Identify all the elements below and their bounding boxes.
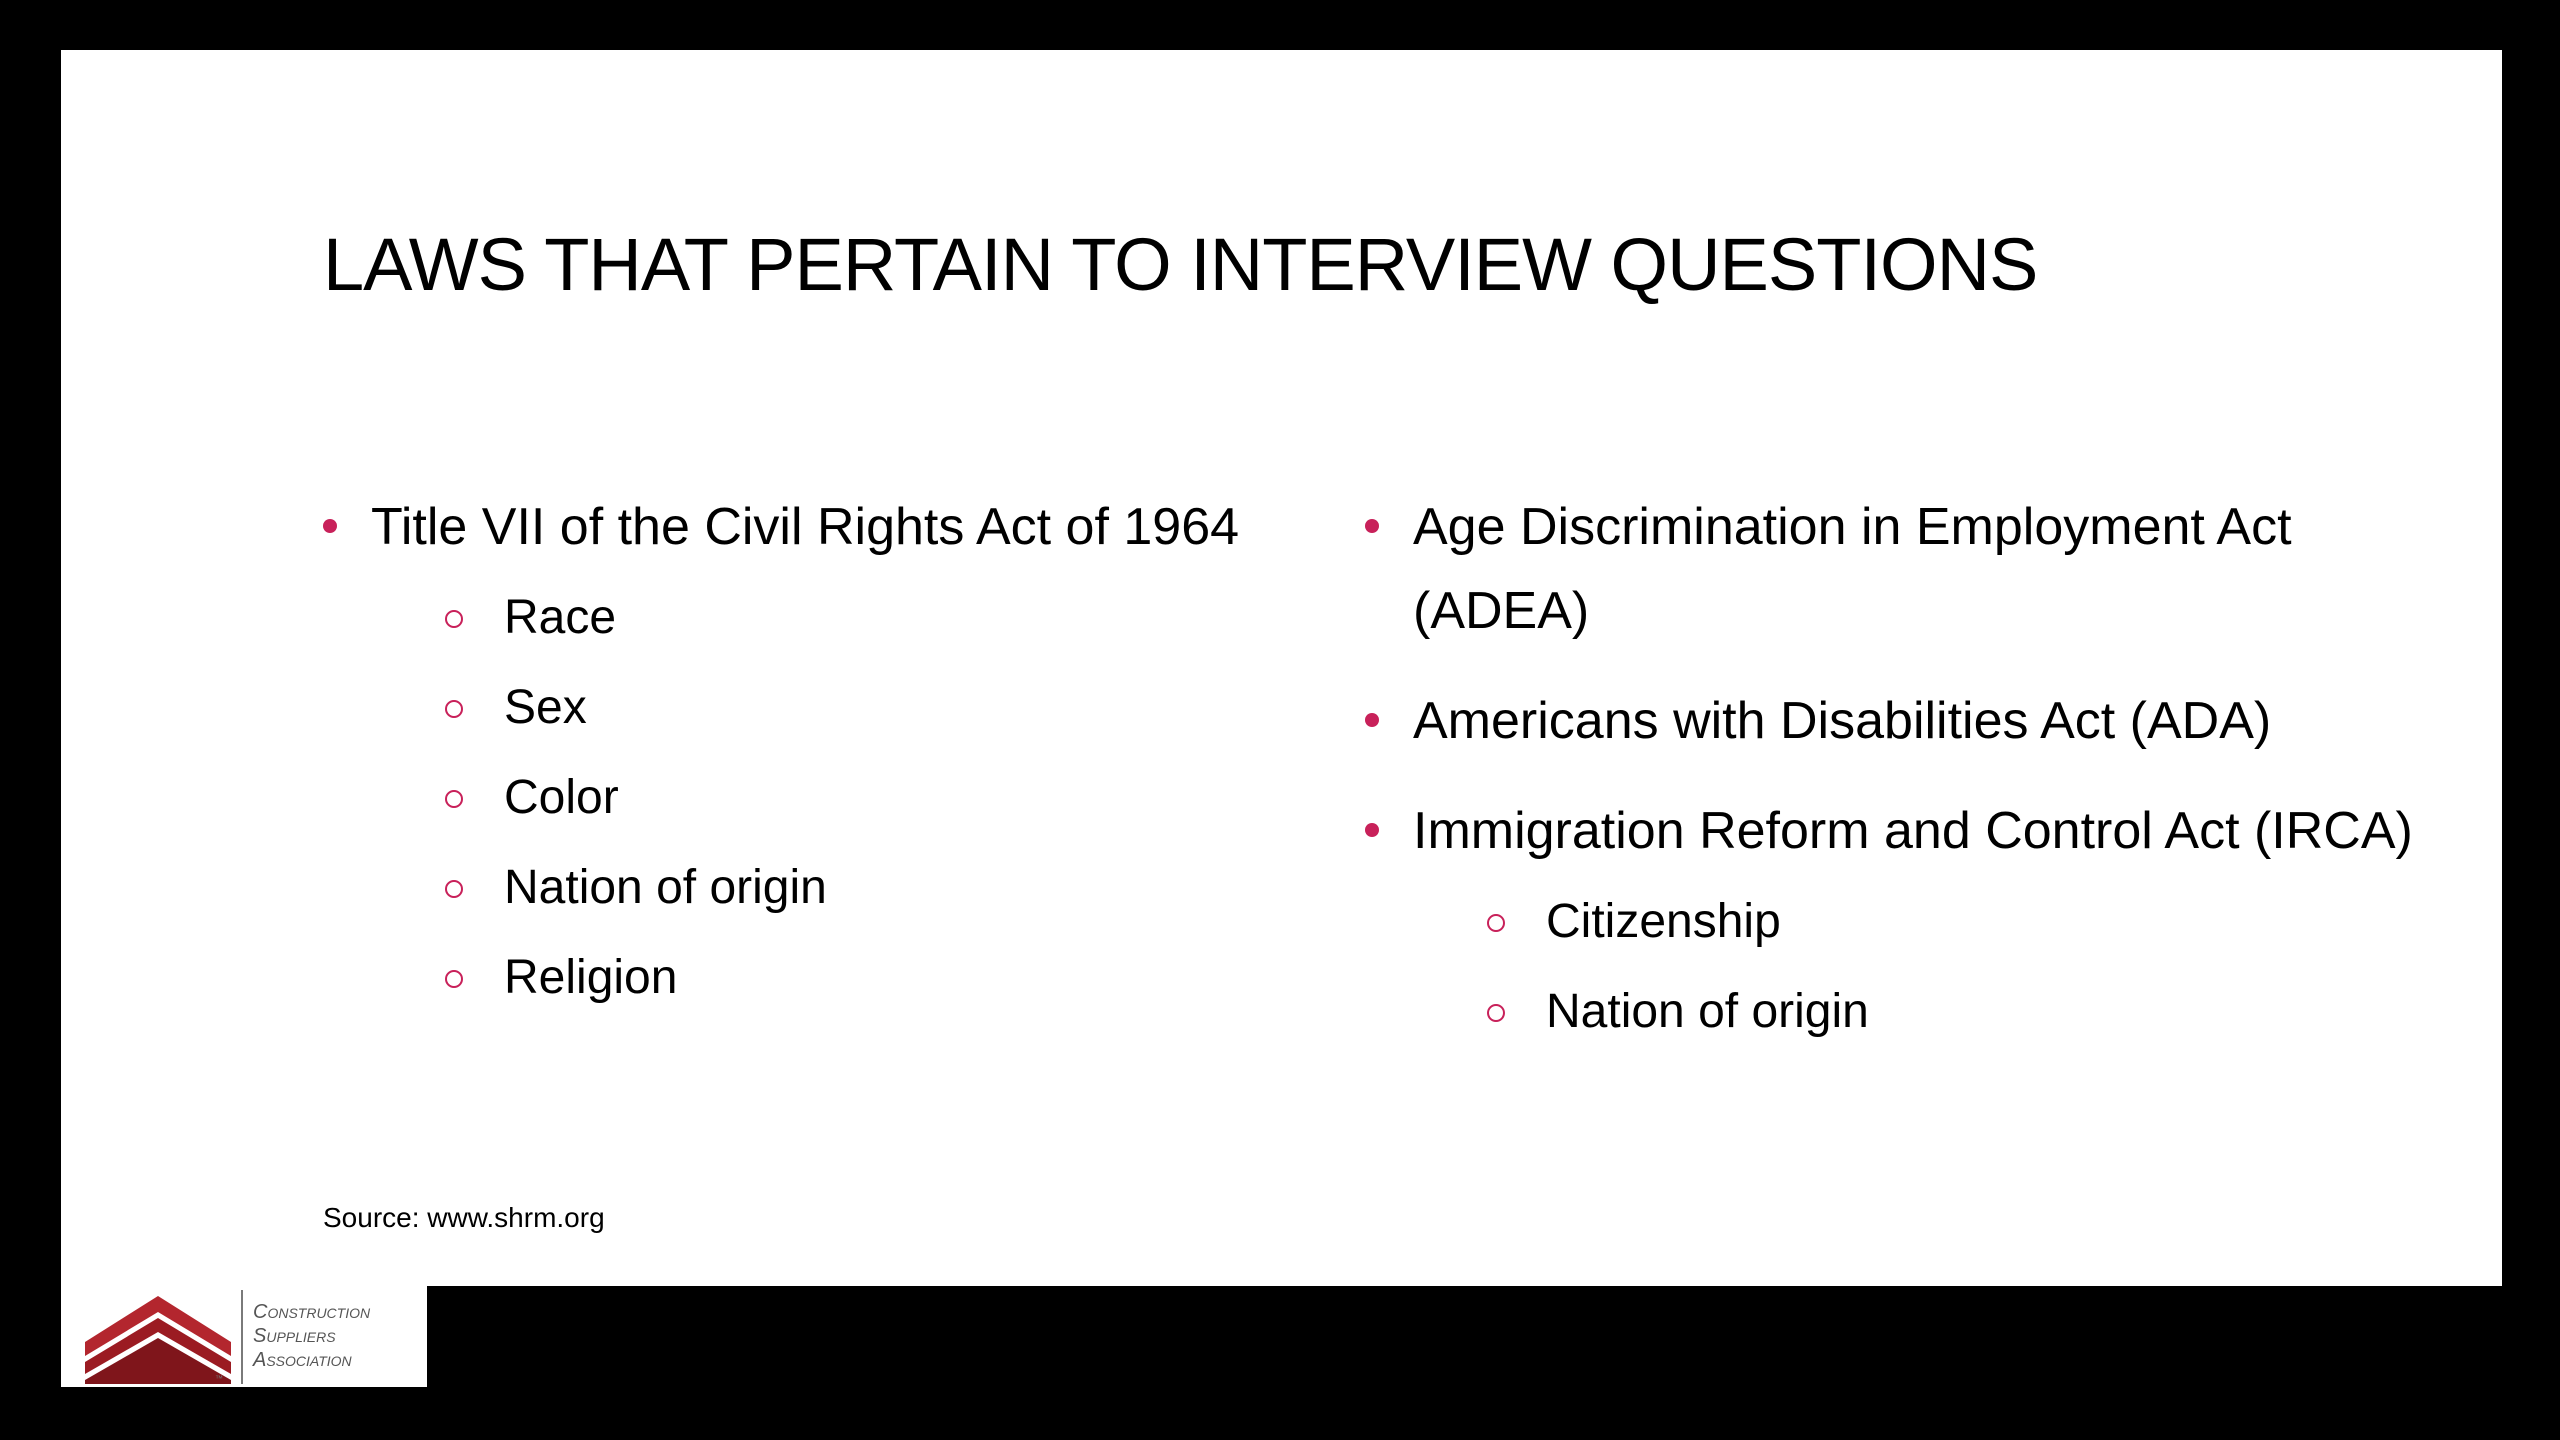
sub-list-item: Nation of origin [445, 843, 1243, 933]
logo-wordmark: Construction Suppliers Association [253, 1301, 371, 1371]
sub-list-item: Religion [445, 933, 1243, 1023]
circle-bullet-icon [445, 790, 463, 808]
bullet-text: Title VII of the Civil Rights Act of 1964 [371, 498, 1240, 556]
bullet-text: Immigration Reform and Control Act (IRCA) [1413, 802, 2413, 860]
source-citation: Source: www.shrm.org [323, 1202, 605, 1233]
roof-logo-icon [83, 1294, 233, 1384]
list-item [1303, 679, 2425, 763]
bullet-text: Age Discrimination in Employment Act (ADEA) [1413, 498, 2292, 640]
sub-list-item: Citizenship [1487, 877, 2425, 967]
bullet-text: Americans with Disabilities Act (ADA) [1413, 692, 2272, 750]
left-column [323, 485, 1243, 1049]
bullet-dot-icon [323, 519, 337, 533]
circle-bullet-icon [445, 970, 463, 988]
list-item [1303, 789, 2425, 1057]
footer-bar [61, 1286, 2502, 1387]
circle-bullet-icon [445, 700, 463, 718]
sub-list-item: Sex [445, 663, 1243, 753]
list-item [1303, 485, 2425, 653]
bullet-dot-icon [1365, 713, 1379, 727]
logo [61, 1286, 427, 1387]
circle-bullet-icon [445, 610, 463, 628]
trademark-mark: ™ [215, 1374, 223, 1383]
list-item [261, 485, 1243, 1023]
circle-bullet-icon [1487, 914, 1505, 932]
sub-list-item: Race [445, 573, 1243, 663]
slide-title: LAWS THAT PERTAIN TO INTERVIEW QUESTIONS [323, 223, 2038, 306]
circle-bullet-icon [1487, 1004, 1505, 1022]
circle-bullet-icon [445, 880, 463, 898]
sub-list-item: Color [445, 753, 1243, 843]
right-column [1365, 485, 2425, 1083]
sub-list-item: Nation of origin [1487, 967, 2425, 1057]
slide [61, 50, 2502, 1387]
logo-divider [241, 1290, 243, 1384]
bullet-dot-icon [1365, 823, 1379, 837]
bullet-dot-icon [1365, 519, 1379, 533]
